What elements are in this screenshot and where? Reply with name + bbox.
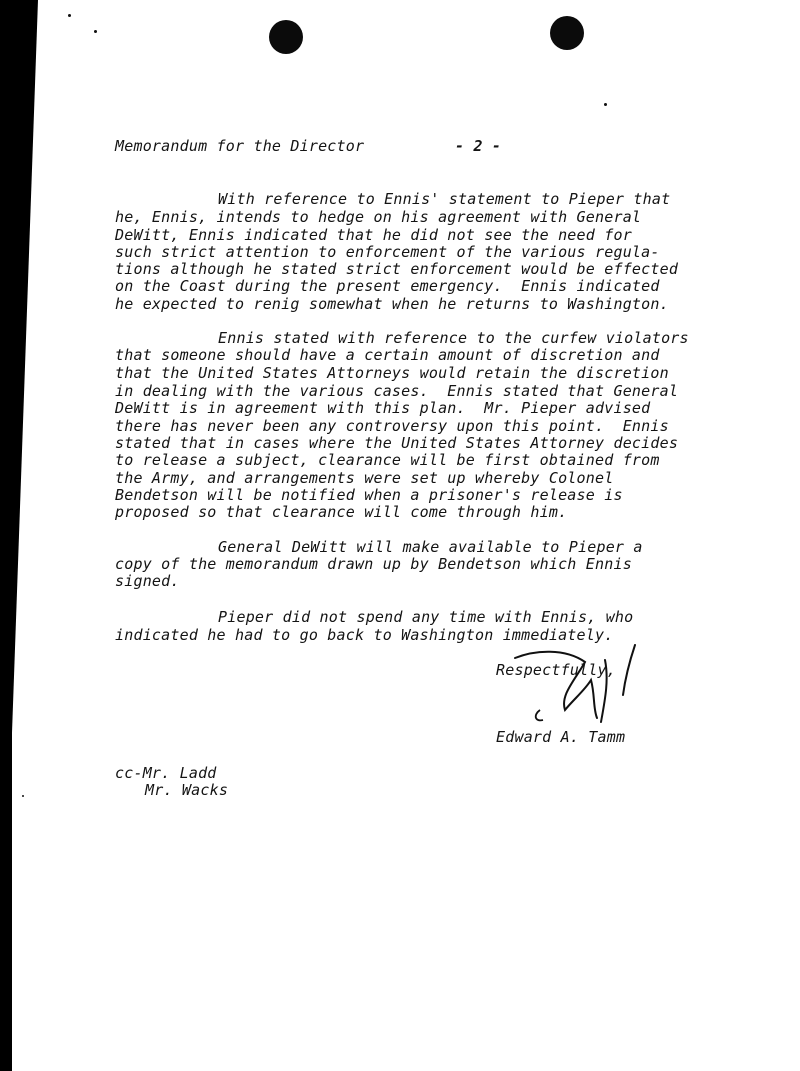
- paragraph-1-line: DeWitt, Ennis indicated that he did not see the need for: [115, 226, 632, 244]
- scan-speck: [68, 14, 71, 17]
- paragraph-1-line: he, Ennis, intends to hedge on his agreement with General: [115, 208, 642, 226]
- punch-hole-left: [269, 20, 303, 54]
- paragraph-1-line: such strict attention to enforcement of the various regula-: [115, 243, 660, 261]
- signer-name: Edward A. Tamm: [496, 728, 626, 746]
- paragraph-1-line: tions although he stated strict enforcement would be effected: [115, 260, 679, 278]
- paragraph-4-line: indicated he had to go back to Washington immediately.: [115, 626, 614, 644]
- paragraph-3-line: signed.: [115, 572, 180, 590]
- cc-line: cc-Mr. Ladd: [115, 764, 217, 782]
- memo-addressee: Memorandum for the Director: [115, 137, 365, 155]
- closing-salutation: Respectfully,: [496, 661, 616, 679]
- scan-speck: [604, 103, 607, 106]
- paragraph-2-line: the Army, and arrangements were set up whereby Colonel: [115, 469, 614, 487]
- paragraph-3-line: copy of the memorandum drawn up by Bendetson which Ennis: [115, 555, 632, 573]
- paragraph-2-line: there has never been any controversy upon this point. Ennis: [115, 417, 669, 435]
- handwritten-signature: [505, 640, 655, 730]
- paragraph-1-line: he expected to renig somewhat when he returns to Washington.: [115, 295, 669, 313]
- paragraph-2-line: that the United States Attorneys would retain the discretion: [115, 364, 669, 382]
- paragraph-2-line: Ennis stated with reference to the curfew violators: [218, 329, 689, 347]
- paragraph-1-line: With reference to Ennis' statement to Pieper that: [218, 190, 671, 208]
- scan-speck: [94, 30, 97, 33]
- paragraph-2-line: stated that in cases where the United States Attorney decides: [115, 434, 679, 452]
- scan-edge-bar: [0, 0, 12, 1071]
- paragraph-2-line: proposed so that clearance will come through him.: [115, 503, 568, 521]
- cc-line: Mr. Wacks: [145, 781, 229, 799]
- scan-speck: [22, 795, 24, 797]
- punch-hole-right: [550, 16, 584, 50]
- paragraph-4-line: Pieper did not spend any time with Ennis, who: [218, 608, 634, 626]
- paragraph-2-line: to release a subject, clearance will be first obtained from: [115, 451, 660, 469]
- paragraph-2-line: Bendetson will be notified when a prisoner's release is: [115, 486, 623, 504]
- page-number: - 2 -: [455, 137, 502, 155]
- paragraph-2-line: that someone should have a certain amount of discretion and: [115, 346, 660, 364]
- paragraph-3-line: General DeWitt will make available to Pieper a: [218, 538, 643, 556]
- paragraph-2-line: DeWitt is in agreement with this plan. Mr. Pieper advised: [115, 399, 651, 417]
- paragraph-2-line: in dealing with the various cases. Ennis stated that General: [115, 382, 679, 400]
- paragraph-1-line: on the Coast during the present emergency. Ennis indicated: [115, 277, 660, 295]
